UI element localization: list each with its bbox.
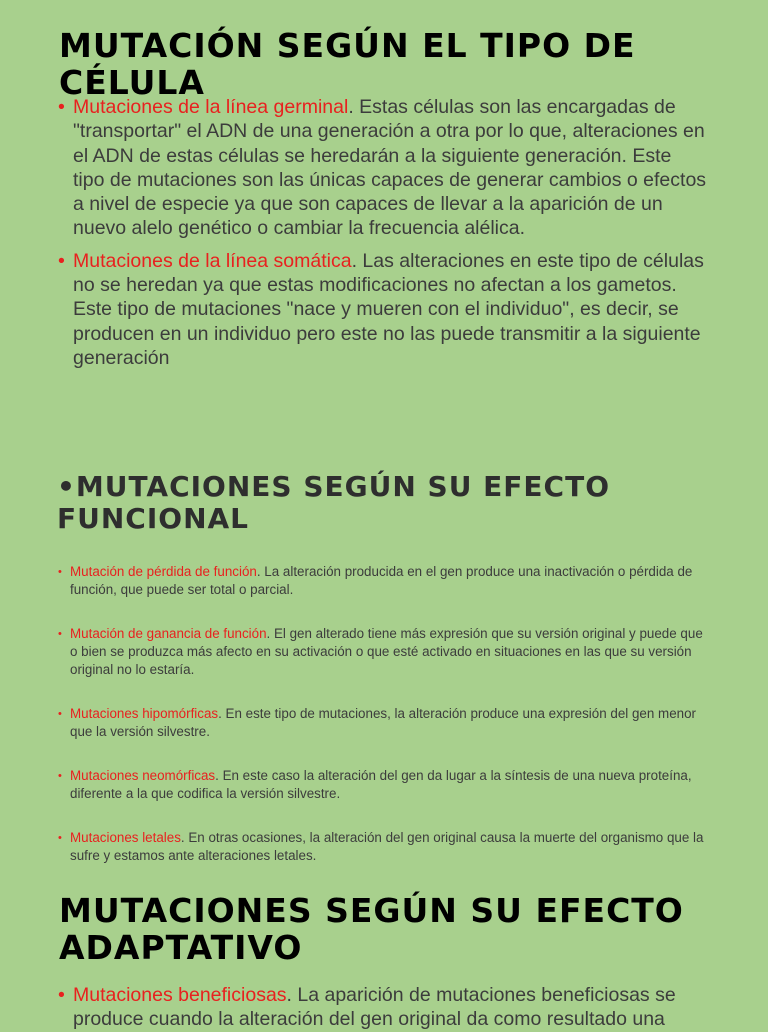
functional-effect-list [58, 563, 708, 865]
description-loss-of-function: . La alteración producida en el gen produce una inactivación o pérdida de función, que puede ser total o parcial. [70, 564, 693, 597]
description-hypomorphic: . En este tipo de mutaciones, la alteración produce una expresión del gen menor que la versión silvestre. [70, 706, 697, 739]
term-somatic: Mutaciones de la línea somática [73, 249, 352, 272]
section-title-adaptive-effect: MUTACIONES SEGÚN SU EFECTO ADAPTATIVO [59, 891, 684, 967]
term-neomorphic: Mutaciones neomórficas [70, 768, 216, 783]
description-beneficial: . La aparición de mutaciones beneficiosas se produce cuando la alteración del gen original da como resultado una [73, 984, 676, 1031]
list-item [58, 249, 708, 370]
list-item [58, 767, 708, 803]
list-item [58, 705, 708, 741]
term-loss-of-function: Mutación de pérdida de función [70, 564, 257, 579]
term-germinal: Mutaciones de la línea germinal [73, 96, 349, 118]
description-germinal: . Estas células son las encargadas de "transportar" el ADN de una generación a otra por lo que, alteraciones en el ADN de estas células se heredarán a la siguiente generación. Este tipo de mutaciones son las únicas capaces de generar cambios o efectos a nivel de especie ya que son capaces de llevar a la aparición de un nuevo alelo genético o cambiar la frecuencia alélica. [73, 96, 707, 240]
section-title-cell-type: MUTACIÓN SEGÚN EL TIPO DE CÉLULA [59, 26, 636, 102]
description-lethal: . En otras ocasiones, la alteración del gen original causa la muerte del organismo que la sufre y estamos ante alteraciones letales. [70, 830, 704, 863]
section-title-functional-effect: •MUTACIONES SEGÚN SU EFECTO FUNCIONAL [57, 470, 611, 535]
adaptive-effect-list [58, 983, 708, 1032]
description-gain-of-function: . El gen alterado tiene más expresión que su versión original y puede que o bien se produzca más afecto en su activación o que esté activado en situaciones en las que su versión original no lo estaría. [70, 626, 703, 677]
term-gain-of-function: Mutación de ganancia de función [70, 626, 267, 641]
list-item [58, 983, 708, 1032]
list-item [58, 829, 708, 865]
term-lethal: Mutaciones letales [70, 830, 181, 845]
term-beneficial: Mutaciones beneficiosas [73, 984, 287, 1006]
list-item [58, 95, 708, 241]
description-somatic: . Las alteraciones en este tipo de células no se heredan ya que estas modificaciones no afectan a los gametos. Este tipo de mutaciones "nace y mueren con el individuo", es decir, se producen en un individuo pero este no las puede transmitir a la siguiente generación [73, 249, 704, 369]
list-item [58, 625, 708, 679]
cell-type-list [58, 95, 708, 370]
description-neomorphic: . En este caso la alteración del gen da lugar a la síntesis de una nueva proteína, diferente a la que codifica la versión silvestre. [70, 768, 692, 801]
list-item [58, 563, 708, 599]
term-hypomorphic: Mutaciones hipomórficas [70, 706, 219, 721]
